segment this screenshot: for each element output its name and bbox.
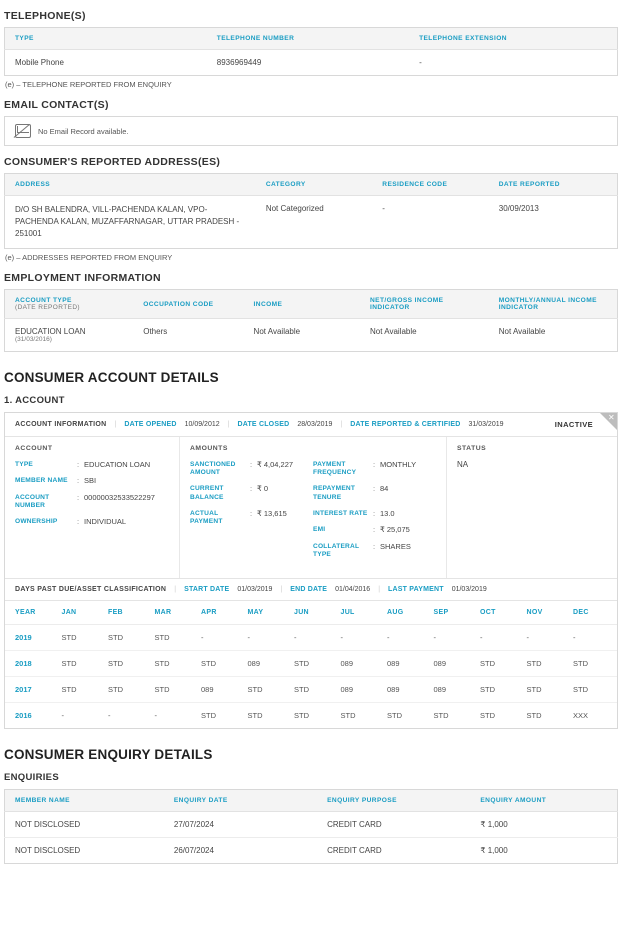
colon: : (373, 525, 376, 535)
collateral-type-row (313, 542, 436, 559)
close-icon[interactable]: ✕ (600, 413, 617, 430)
account-number-label: ACCOUNT NUMBER (15, 493, 50, 509)
account-card-body (5, 437, 617, 578)
amounts-pairs (190, 460, 436, 566)
dpd-cell: STD (470, 651, 517, 677)
col-telephone-type: TYPE (5, 28, 207, 50)
date-opened-label: DATE OPENED (124, 421, 177, 428)
employment-net-gross: Not Available (370, 327, 417, 336)
account-type-row (15, 460, 169, 469)
col-jun: JUN (284, 601, 331, 625)
dpd-cell: STD (98, 677, 145, 703)
amounts-column-heading: AMOUNTS (190, 445, 228, 452)
emi-row (313, 525, 436, 534)
address-category: Not Categorized (265, 204, 324, 213)
status-column (447, 437, 617, 578)
enquiry-purpose: CREDIT CARD (327, 846, 382, 856)
table-row (5, 651, 617, 677)
dpd-cell: 089 (377, 651, 424, 677)
dpd-cell: - (563, 625, 617, 651)
dpd-cell: 089 (331, 651, 378, 677)
col-enquiry-date: ENQUIRY DATE (164, 790, 317, 812)
account-column-heading: ACCOUNT (15, 445, 53, 452)
telephone-type: Mobile Phone (15, 58, 64, 67)
enquiries-table (4, 789, 618, 864)
member-name-label: MEMBER NAME (15, 477, 68, 485)
no-email-icon (15, 124, 31, 138)
col-jul: JUL (331, 601, 378, 625)
dpd-cell: - (377, 625, 424, 651)
telephones-note: (e) – TELEPHONE REPORTED FROM ENQUIRY (5, 80, 172, 89)
account-details-title: CONSUMER ACCOUNT DETAILS (4, 370, 219, 385)
dpd-cell: STD (470, 677, 517, 703)
dpd-cell: - (424, 625, 471, 651)
payment-frequency-value: MONTHLY (380, 460, 417, 469)
col-member-name: MEMBER NAME (5, 790, 164, 812)
col-date-reported: DATE REPORTED (489, 174, 618, 196)
col-income: INCOME (244, 290, 360, 319)
date-reported-value: 31/03/2019 (468, 421, 504, 428)
divider: | (114, 421, 117, 428)
amounts-right (313, 460, 436, 566)
current-balance-label: CURRENT BALANCE (190, 485, 224, 501)
email-empty-box (4, 116, 618, 146)
dpd-cell: STD (145, 625, 192, 651)
col-dec: DEC (563, 601, 617, 625)
enquiry-purpose: CREDIT CARD (317, 812, 470, 838)
dpd-cell: 089 (424, 651, 471, 677)
col-residence-code: RESIDENCE CODE (372, 174, 488, 196)
colon: : (250, 508, 253, 518)
enquiry-member-name: NOT DISCLOSED (5, 812, 164, 838)
col-occupation-code: OCCUPATION CODE (133, 290, 243, 319)
account-type-value: EDUCATION LOAN (84, 460, 151, 469)
addresses-table (4, 173, 618, 249)
repayment-tenure-value: 84 (380, 484, 389, 494)
employment-table (4, 289, 618, 352)
dpd-cell: STD (247, 711, 263, 721)
date-opened-value: 10/09/2012 (184, 421, 220, 428)
emi-value: ₹ 25,075 (380, 525, 410, 535)
dpd-cell: 089 (238, 651, 285, 677)
ownership-label: OWNERSHIP (15, 518, 58, 526)
ownership-value: INDIVIDUAL (84, 517, 127, 527)
dpd-cell: - (284, 625, 331, 651)
telephones-table (4, 27, 618, 76)
status-value: NA (457, 460, 469, 469)
col-net-gross-income-indicator: NET/GROSS INCOME INDICATOR (360, 290, 489, 319)
col-nov: NOV (517, 601, 564, 625)
dpd-cell: STD (145, 651, 192, 677)
employment-account-type-value: EDUCATION LOAN (15, 327, 86, 336)
col-jan: JAN (52, 601, 99, 625)
col-category: CATEGORY (256, 174, 372, 196)
address-residence-code: - (382, 204, 385, 213)
dpd-cell: STD (145, 677, 192, 703)
employment-monthly-annual: Not Available (498, 327, 546, 336)
col-monthly-annual-income-indicator: MONTHLY/ANNUAL INCOME INDICATOR (489, 290, 618, 319)
dpd-cell: - (470, 625, 517, 651)
dpd-cell: 089 (191, 677, 238, 703)
enquiry-details-title: CONSUMER ENQUIRY DETAILS (4, 747, 213, 763)
sanctioned-amount-value: ₹ 4,04,227 (257, 460, 294, 469)
table-row (5, 838, 618, 864)
colon: : (250, 484, 253, 494)
enquiries-section-label: ENQUIRIES (4, 772, 59, 784)
dpd-cell: 089 (377, 677, 424, 703)
table-row (5, 50, 618, 76)
repayment-tenure-row (313, 484, 436, 501)
col-account-type-label: ACCOUNT TYPE (15, 297, 72, 304)
dpd-cell: STD (480, 711, 495, 721)
enquiry-date: 26/07/2024 (173, 846, 214, 856)
dpd-cell: STD (563, 651, 617, 677)
employment-title: EMPLOYMENT INFORMATION (4, 272, 161, 284)
dpd-table (5, 601, 617, 728)
current-balance-row (190, 484, 313, 501)
divider: | (227, 421, 230, 428)
col-may: MAY (238, 601, 285, 625)
emi-label: EMI (313, 526, 326, 534)
dpd-cell: XXX (573, 711, 589, 721)
dpd-cell: - (331, 625, 378, 651)
dpd-cell: STD (191, 651, 238, 677)
table-row (5, 196, 618, 249)
status-column-heading: STATUS (457, 445, 487, 452)
account-card (4, 412, 618, 729)
dpd-year: 2019 (5, 625, 52, 651)
address-date-reported: 30/09/2013 (498, 204, 539, 213)
col-apr: APR (191, 601, 238, 625)
actual-payment-row (190, 509, 313, 526)
interest-rate-label: INTEREST RATE (313, 509, 368, 517)
dpd-cell: STD (387, 711, 402, 721)
divider: | (280, 586, 283, 594)
dpd-cell: STD (284, 677, 331, 703)
col-mar: MAR (145, 601, 192, 625)
dpd-year: 2016 (15, 711, 32, 721)
employment-account-type (5, 319, 134, 352)
employment-date-reported: (31/03/2016) (15, 336, 52, 343)
member-name-value: SBI (84, 476, 97, 486)
table-row (5, 625, 617, 651)
account-information-label: ACCOUNT INFORMATION (15, 421, 107, 428)
telephone-extension: - (419, 58, 422, 67)
dpd-cell: STD (52, 651, 99, 677)
colon: : (373, 460, 376, 469)
table-header-row (5, 290, 618, 319)
repayment-tenure-label: REPAYMENT TENURE (313, 485, 356, 501)
dpd-cell: 089 (331, 677, 378, 703)
dpd-cell: STD (294, 711, 309, 721)
dpd-cell: - (517, 625, 564, 651)
colon: : (77, 517, 80, 527)
dpd-cell: STD (98, 625, 145, 651)
col-oct: OCT (470, 601, 517, 625)
dpd-start-date-value: 01/03/2019 (237, 586, 273, 594)
account-section-label: 1. ACCOUNT (4, 395, 65, 406)
table-header-row (5, 601, 617, 625)
dpd-last-payment-value: 01/03/2019 (451, 586, 487, 594)
divider: | (340, 421, 343, 428)
employment-income: Not Available (253, 327, 301, 336)
dpd-cell: STD (98, 651, 145, 677)
interest-rate-value: 13.0 (380, 508, 395, 518)
payment-frequency-label: PAYMENT FREQUENCY (313, 461, 357, 477)
table-row (5, 677, 617, 703)
divider: | (378, 586, 381, 594)
collateral-type-value: SHARES (380, 541, 411, 551)
dpd-cell: STD (340, 711, 356, 721)
table-row (5, 703, 617, 729)
account-number-row (15, 493, 169, 510)
dpd-start-date-label: START DATE (184, 586, 230, 594)
divider: | (174, 586, 177, 594)
dpd-cell: - (238, 625, 285, 651)
telephone-number: 8936969449 (216, 58, 262, 67)
account-card-header (5, 413, 617, 437)
current-balance-value: ₹ 0 (257, 484, 269, 494)
colon: : (77, 460, 80, 469)
col-sep: SEP (424, 601, 471, 625)
actual-payment-value: ₹ 13,615 (257, 508, 287, 518)
interest-rate-row (313, 509, 436, 518)
dpd-cell: STD (563, 677, 617, 703)
dpd-cell: STD (52, 625, 99, 651)
col-enquiry-amount: ENQUIRY AMOUNT (470, 790, 617, 812)
date-closed-value: 28/03/2019 (297, 421, 333, 428)
dpd-cell: 089 (424, 677, 471, 703)
amounts-left (190, 460, 313, 566)
ownership-row (15, 517, 169, 526)
col-telephone-number: TELEPHONE NUMBER (207, 28, 409, 50)
credit-report-page (4, 10, 618, 864)
address-value: D/O SH BALENDRA, VILL-PACHENDA KALAN, VPO-PACHENDA KALAN, MUZAFFARNAGAR, UTTAR PRADESH - 251001 (15, 205, 240, 238)
sanctioned-amount-label: SANCTIONED AMOUNT (190, 461, 236, 477)
colon: : (77, 492, 80, 502)
colon: : (373, 541, 376, 551)
dpd-cell: STD (238, 677, 285, 703)
date-closed-label: DATE CLOSED (237, 421, 290, 428)
sanctioned-amount-row (190, 460, 313, 477)
table-header-row (5, 28, 618, 50)
col-account-type (5, 290, 134, 319)
table-header-row (5, 174, 618, 196)
dpd-cell: - (154, 711, 157, 721)
enquiry-member-name: NOT DISCLOSED (15, 846, 81, 856)
account-column (5, 437, 180, 578)
dpd-cell: STD (52, 677, 99, 703)
employment-occupation-code: Others (143, 327, 168, 336)
dpd-last-payment-label: LAST PAYMENT (388, 586, 444, 594)
dpd-cell: STD (517, 677, 564, 703)
dpd-cell: STD (517, 651, 564, 677)
account-status-badge: INACTIVE (554, 420, 593, 429)
email-empty-text: No Email Record available. (38, 126, 129, 136)
account-number-value: 00000032533522297 (84, 492, 155, 502)
dpd-cell: - (61, 711, 64, 721)
amounts-column (180, 437, 447, 578)
member-name-row (15, 476, 169, 485)
col-account-type-sub: (DATE REPORTED) (15, 304, 80, 311)
dpd-cell: STD (284, 651, 331, 677)
dpd-year: 2018 (5, 651, 52, 677)
telephones-title: TELEPHONE(S) (4, 10, 86, 22)
addresses-note: (e) – ADDRESSES REPORTED FROM ENQUIRY (5, 253, 173, 262)
col-address: ADDRESS (5, 174, 256, 196)
dpd-cell: - (108, 711, 111, 721)
table-row (5, 319, 618, 352)
colon: : (373, 508, 376, 518)
dpd-header (5, 578, 617, 601)
col-aug: AUG (377, 601, 424, 625)
account-type-label: TYPE (15, 461, 34, 468)
col-enquiry-purpose: ENQUIRY PURPOSE (317, 790, 470, 812)
date-reported-label: DATE REPORTED & CERTIFIED (350, 421, 461, 428)
col-year: YEAR (5, 601, 52, 625)
dpd-end-date-value: 01/04/2016 (335, 586, 371, 594)
actual-payment-label: ACTUAL PAYMENT (190, 509, 223, 526)
dpd-cell: - (191, 625, 238, 651)
col-feb: FEB (98, 601, 145, 625)
dpd-title: DAYS PAST DUE/ASSET CLASSIFICATION (15, 586, 167, 594)
colon: : (250, 460, 253, 469)
dpd-year: 2017 (5, 677, 52, 703)
payment-frequency-row (313, 460, 436, 477)
enquiry-date: 27/07/2024 (164, 812, 317, 838)
table-header-row (5, 790, 618, 812)
dpd-cell: STD (526, 711, 542, 721)
enquiry-amount: ₹ 1,000 (470, 812, 617, 838)
col-telephone-extension: TELEPHONE EXTENSION (409, 28, 617, 50)
emails-title: EMAIL CONTACT(S) (4, 99, 109, 111)
enquiry-amount: ₹ 1,000 (480, 846, 508, 856)
dpd-cell: STD (201, 711, 216, 721)
collateral-type-label: COLLATERAL TYPE (313, 542, 360, 558)
addresses-title: CONSUMER'S REPORTED ADDRESS(ES) (4, 156, 221, 168)
colon: : (77, 476, 80, 486)
table-row (5, 812, 618, 838)
colon: : (373, 484, 376, 494)
dpd-cell: STD (433, 711, 449, 721)
dpd-end-date-label: END DATE (290, 586, 328, 594)
